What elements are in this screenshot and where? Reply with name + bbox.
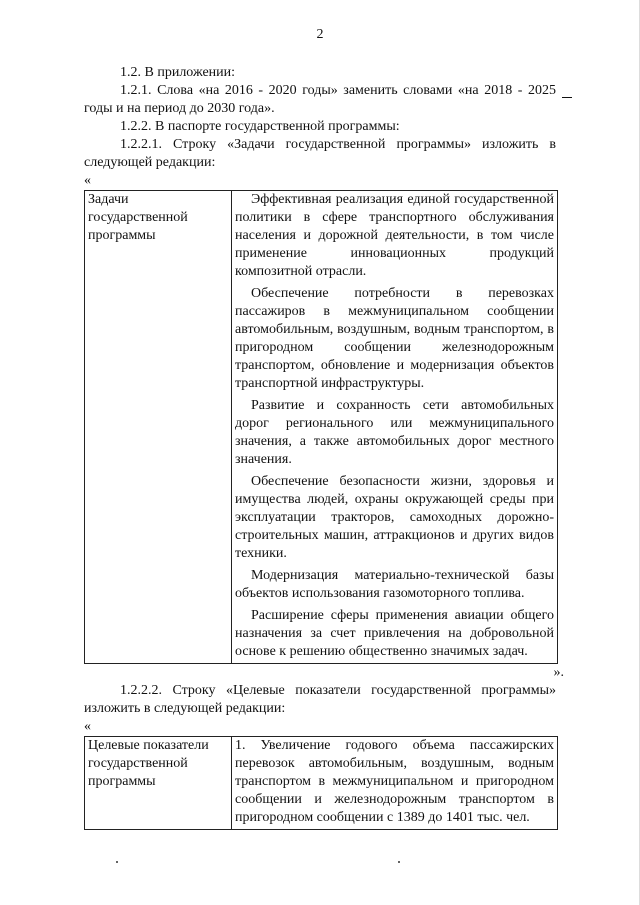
paragraph-1-2-2-1: 1.2.2.1. Строку «Задачи государственной программы» изложить в следующей редакции:	[84, 137, 556, 170]
paragraph-1-2: 1.2. В приложении:	[120, 65, 236, 80]
tasks-label-cell: Задачи государственной программы	[85, 191, 232, 664]
task-item: Обеспечение безопасности жизни, здоровья и имущества людей, охраны окружающей среды при эксплуатации тракторов, самоходных дорожно-строительных машин, аттракционов и других видов техники.	[235, 474, 554, 561]
quote-open-2: «	[84, 719, 91, 734]
table-row	[85, 737, 558, 830]
indicators-table	[84, 736, 558, 830]
scan-speck	[398, 861, 400, 863]
indicators-content-cell	[232, 737, 558, 830]
task-item: Расширение сферы применения авиации общего назначения за счет привлечения на добровольной основе к решению общественно значимых задач.	[235, 608, 554, 659]
task-item: Модернизация материально-технической базы объектов использования газомоторного топлива.	[235, 568, 554, 601]
tasks-content-cell	[232, 191, 558, 664]
paragraph-1-2-1: 1.2.1. Слова «на 2016 - 2020 годы» заменить словами «на 2018 - 2025 годы и на период до 2030 года».	[84, 83, 556, 116]
paragraph-1-2-2-2: 1.2.2.2. Строку «Целевые показатели государственной программы» изложить в следующей редакции:	[84, 683, 556, 716]
quote-close: ».	[553, 665, 564, 680]
task-item: Развитие и сохранность сети автомобильных дорог регионального или межмуниципального значения, а также автомобильных дорог местного значения.	[235, 398, 554, 467]
indicator-item: 1. Увеличение годового объема пассажирских перевозок автомобильным, воздушным, водным транспортом в межмуниципальном и пригородном сообщении и железнодорожным транспортом в пригородном сообщении с 1389 до 1401 тыс. чел.	[235, 738, 554, 825]
scan-speck	[116, 861, 118, 863]
paragraph-1-2-2: 1.2.2. В паспорте государственной программы:	[120, 119, 400, 134]
page-number: 2	[316, 27, 324, 42]
task-item: Обеспечение потребности в перевозках пассажиров в межмуниципальном сообщении автомобильным, воздушным, водным транспортом, в пригородном сообщении железнодорожным транспортом, обновление и модернизация объектов транспортной инфраструктуры.	[235, 286, 554, 391]
quote-open: «	[84, 173, 91, 188]
tasks-table	[84, 190, 558, 664]
indicators-label-cell: Целевые показатели государственной программы	[85, 737, 232, 830]
task-item: Эффективная реализация единой государственной политики в сфере транспортного обслуживания населения и дорожной деятельности, в том числе применение инновационных продукций композитной отрасли.	[235, 192, 554, 279]
margin-dash	[562, 97, 572, 98]
document-body	[84, 64, 564, 830]
table-row	[85, 191, 558, 664]
